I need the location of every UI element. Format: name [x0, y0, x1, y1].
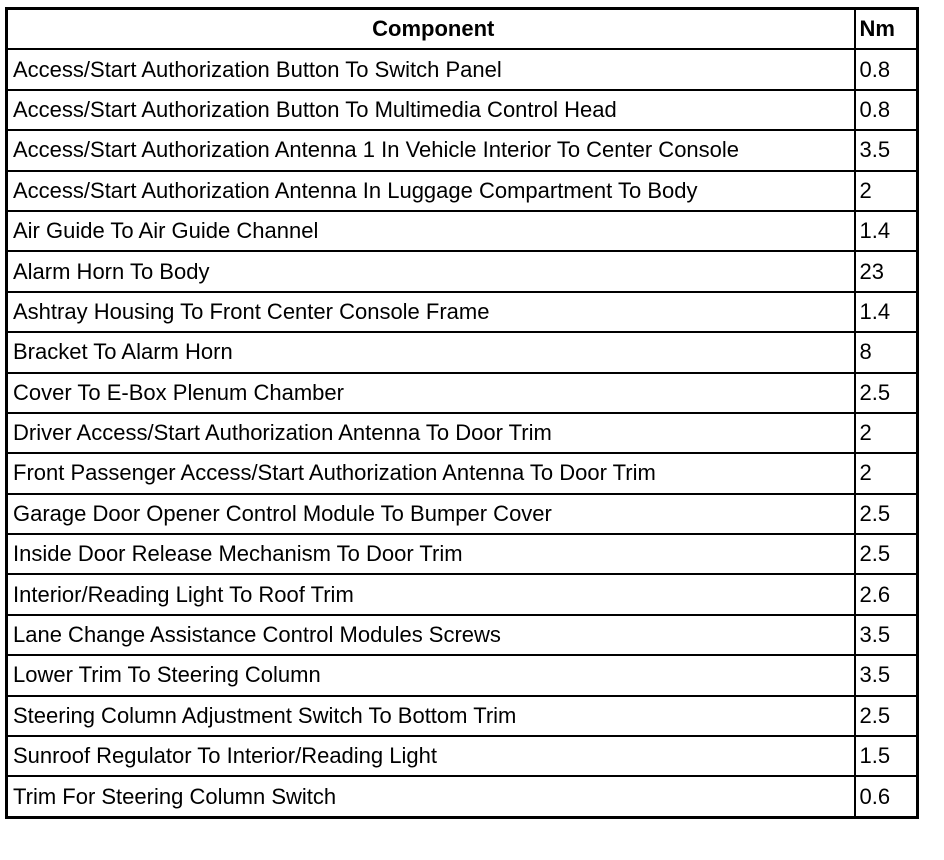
torque-value-cell: 8	[855, 332, 918, 372]
torque-value-cell: 1.5	[855, 736, 918, 776]
table-row	[7, 413, 918, 453]
table-row	[7, 130, 918, 170]
component-cell: Bracket To Alarm Horn	[7, 332, 855, 372]
torque-value-cell: 2	[855, 413, 918, 453]
torque-value-cell: 3.5	[855, 655, 918, 695]
torque-value-cell: 3.5	[855, 130, 918, 170]
component-cell: Lane Change Assistance Control Modules Screws	[7, 615, 855, 655]
torque-value-cell: 1.4	[855, 292, 918, 332]
table-header-row	[7, 9, 918, 50]
table-row	[7, 211, 918, 251]
component-cell: Access/Start Authorization Button To Switch Panel	[7, 49, 855, 89]
component-cell: Sunroof Regulator To Interior/Reading Light	[7, 736, 855, 776]
torque-value-cell: 2.5	[855, 373, 918, 413]
table-row	[7, 332, 918, 372]
table-row	[7, 736, 918, 776]
table-row	[7, 292, 918, 332]
torque-value-cell: 2.5	[855, 494, 918, 534]
table-row	[7, 574, 918, 614]
torque-value-cell: 0.8	[855, 90, 918, 130]
table-row	[7, 655, 918, 695]
table-row	[7, 453, 918, 493]
component-cell: Inside Door Release Mechanism To Door Trim	[7, 534, 855, 574]
torque-value-cell: 23	[855, 251, 918, 291]
torque-value-cell: 2.5	[855, 696, 918, 736]
component-cell: Interior/Reading Light To Roof Trim	[7, 574, 855, 614]
component-cell: Steering Column Adjustment Switch To Bottom Trim	[7, 696, 855, 736]
torque-value-cell: 2	[855, 453, 918, 493]
table-row	[7, 534, 918, 574]
torque-value-cell: 0.6	[855, 776, 918, 817]
component-cell: Lower Trim To Steering Column	[7, 655, 855, 695]
component-cell: Air Guide To Air Guide Channel	[7, 211, 855, 251]
table-row	[7, 494, 918, 534]
table-row	[7, 776, 918, 817]
table-row	[7, 251, 918, 291]
torque-value-cell: 2.5	[855, 534, 918, 574]
table-row	[7, 171, 918, 211]
component-cell: Alarm Horn To Body	[7, 251, 855, 291]
table-row	[7, 90, 918, 130]
component-cell: Ashtray Housing To Front Center Console Frame	[7, 292, 855, 332]
torque-specification-table	[5, 7, 919, 819]
component-cell: Cover To E-Box Plenum Chamber	[7, 373, 855, 413]
component-cell: Driver Access/Start Authorization Antenna To Door Trim	[7, 413, 855, 453]
nm-column-header: Nm	[855, 9, 918, 50]
torque-value-cell: 2	[855, 171, 918, 211]
table-row	[7, 615, 918, 655]
torque-value-cell: 2.6	[855, 574, 918, 614]
component-cell: Trim For Steering Column Switch	[7, 776, 855, 817]
table-row	[7, 373, 918, 413]
component-cell: Access/Start Authorization Button To Multimedia Control Head	[7, 90, 855, 130]
table-row	[7, 696, 918, 736]
table-body	[7, 49, 918, 817]
table-row	[7, 49, 918, 89]
component-cell: Access/Start Authorization Antenna In Luggage Compartment To Body	[7, 171, 855, 211]
component-cell: Garage Door Opener Control Module To Bumper Cover	[7, 494, 855, 534]
component-cell: Front Passenger Access/Start Authorization Antenna To Door Trim	[7, 453, 855, 493]
torque-value-cell: 0.8	[855, 49, 918, 89]
torque-value-cell: 3.5	[855, 615, 918, 655]
component-column-header: Component	[7, 9, 855, 50]
component-cell: Access/Start Authorization Antenna 1 In Vehicle Interior To Center Console	[7, 130, 855, 170]
torque-value-cell: 1.4	[855, 211, 918, 251]
